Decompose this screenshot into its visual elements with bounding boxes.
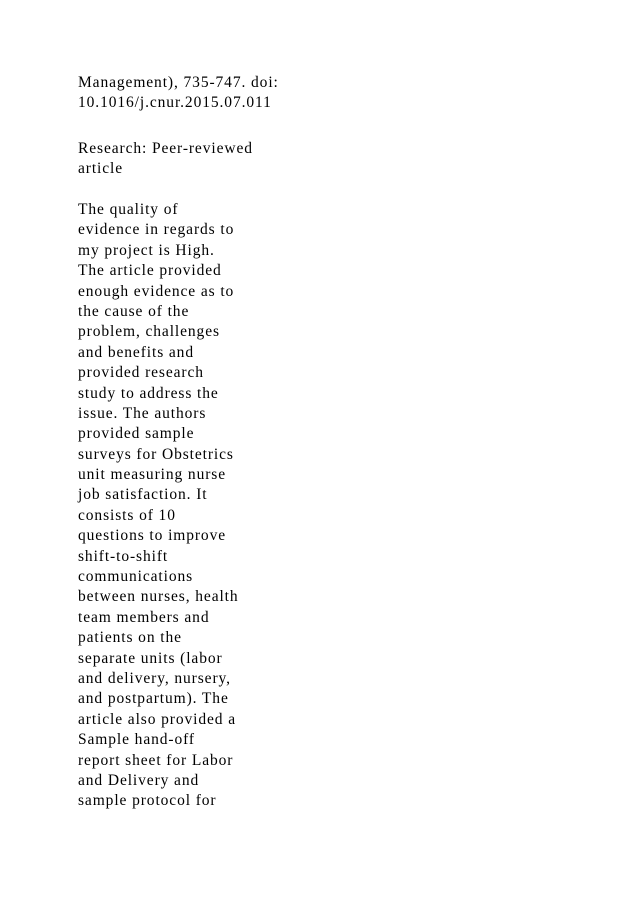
quality-line: patients on the: [78, 629, 182, 647]
research-type-line: article: [78, 160, 124, 178]
quality-line: between nurses, health: [78, 588, 239, 606]
quality-line: study to address the: [78, 384, 219, 402]
quality-line: and Delivery and: [78, 771, 200, 789]
quality-line: team members and: [78, 608, 210, 626]
quality-line: questions to improve: [78, 527, 227, 545]
quality-line: my project is High.: [78, 241, 215, 259]
quality-line: consists of 10: [78, 506, 176, 524]
quality-line: problem, challenges: [78, 323, 220, 341]
citation-line: Management), 735-747. doi:: [78, 74, 279, 91]
quality-line: shift-to-shift: [78, 547, 169, 565]
citation-line: 10.1016/j.cnur.2015.07.011: [78, 94, 272, 112]
quality-paragraph: [78, 200, 239, 812]
quality-line: communications: [78, 568, 194, 586]
quality-line: job satisfaction. It: [78, 486, 208, 504]
quality-line: sample protocol for: [78, 792, 217, 810]
quality-line: article also provided a: [78, 710, 236, 728]
quality-line: provided research: [78, 364, 204, 382]
quality-line: provided sample: [78, 425, 195, 443]
quality-line: report sheet for Labor: [78, 751, 234, 769]
quality-line: enough evidence as to: [78, 282, 235, 300]
quality-line: separate units (labor: [78, 649, 223, 667]
quality-line: and benefits and: [78, 343, 194, 361]
quality-line: and delivery, nursery,: [78, 669, 231, 687]
quality-line: The article provided: [78, 262, 222, 280]
quality-line: the cause of the: [78, 302, 190, 320]
citation-paragraph: [78, 73, 279, 114]
quality-line: and postpartum). The: [78, 690, 229, 708]
quality-line: The quality of: [78, 201, 179, 218]
research-type-paragraph: [78, 139, 253, 180]
quality-line: issue. The authors: [78, 404, 207, 422]
research-type-line: Research: Peer-reviewed: [78, 140, 253, 157]
quality-line: Sample hand-off: [78, 731, 195, 749]
quality-line: surveys for Obstetrics: [78, 445, 234, 463]
quality-line: unit measuring nurse: [78, 466, 227, 484]
quality-line: evidence in regards to: [78, 221, 235, 239]
